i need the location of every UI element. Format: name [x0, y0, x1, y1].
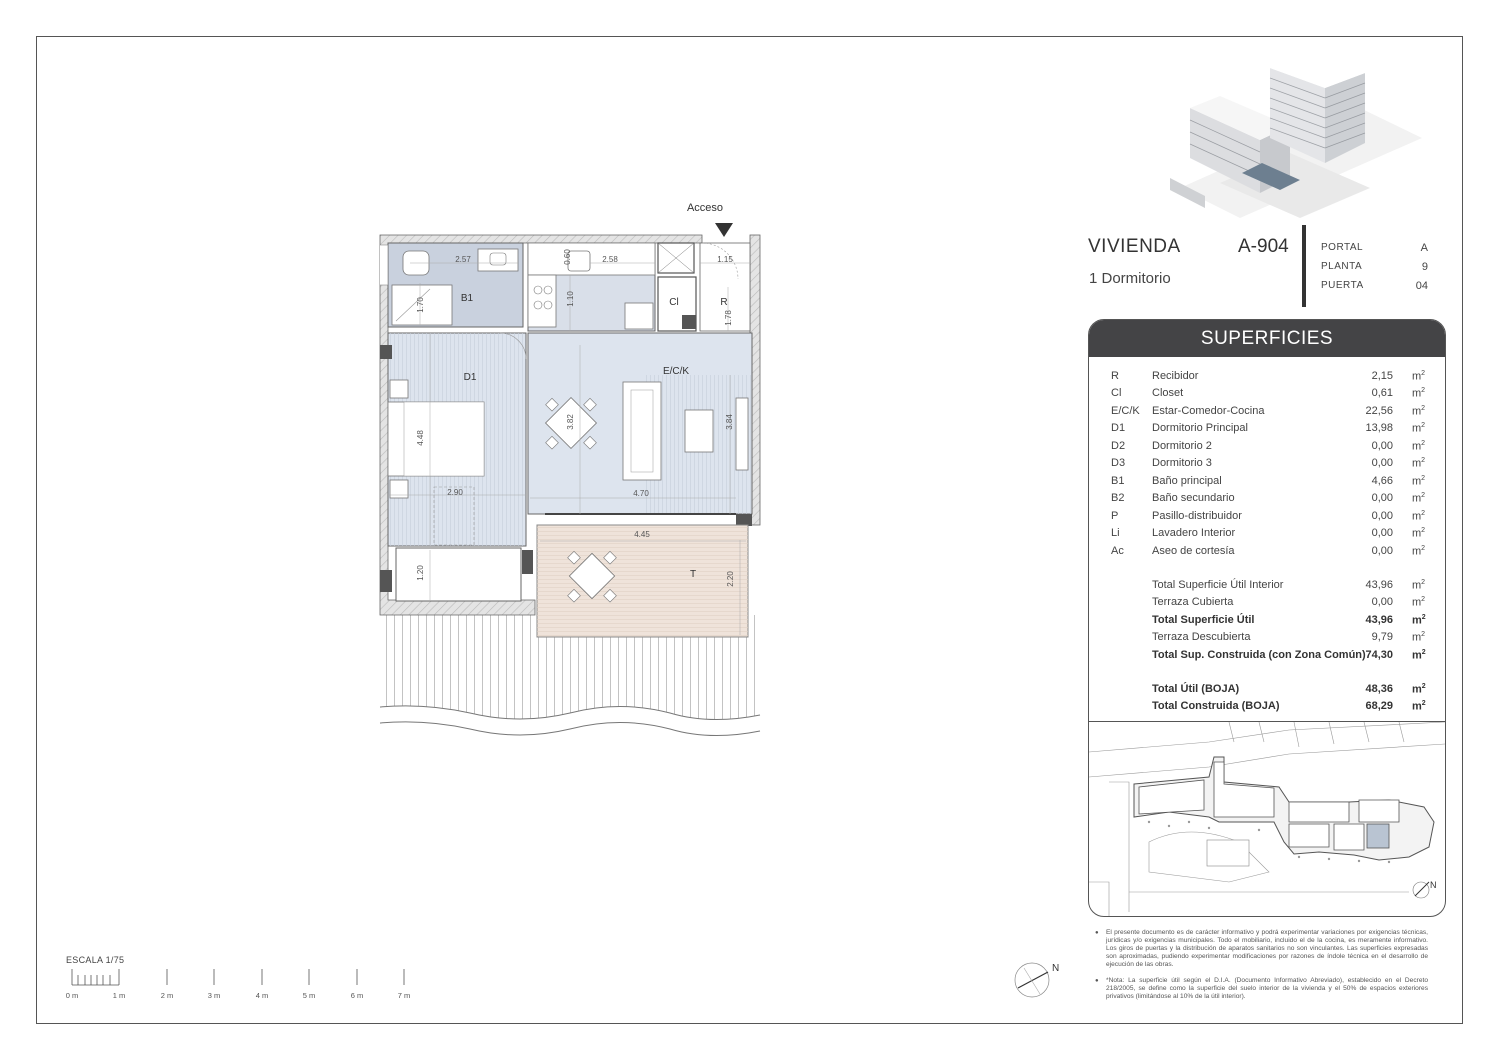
surface-name: Recibidor: [1152, 370, 1199, 382]
surface-name: Total Útil (BOJA): [1152, 683, 1240, 695]
surface-code: B1: [1111, 474, 1125, 487]
surface-unit: $m^2$: [1412, 404, 1426, 418]
surface-value: 22,56: [1365, 404, 1393, 417]
surface-value: 68,29: [1365, 700, 1393, 712]
surface-unit: $m^2$: [1412, 422, 1426, 435]
surface-row: [1089, 475, 1445, 492]
nightstand-1: [390, 380, 408, 398]
kitchen-counter: [528, 243, 655, 275]
surface-code: Li: [1111, 527, 1120, 540]
dwelling-title: VIVIENDA: [1088, 236, 1181, 257]
surface-name: Closet: [1152, 387, 1184, 400]
surface-unit: $m^2$: [1412, 683, 1426, 696]
surface-row: [1089, 370, 1445, 387]
surface-row: [1089, 700, 1445, 717]
surface-row: [1089, 387, 1445, 404]
terrace-table: [568, 551, 617, 602]
surface-code: R: [1111, 370, 1119, 382]
surface-row: [1089, 596, 1445, 613]
site-north-label: N: [1430, 880, 1437, 890]
surface-code: D1: [1111, 422, 1126, 435]
dim-2-20: 2.20: [726, 571, 735, 587]
room-d1-annex: [396, 548, 521, 601]
surface-name: Dormitorio 2: [1152, 439, 1212, 452]
meta-value-planta: 9: [1421, 261, 1428, 273]
surface-name: Pasillo-distribuidor: [1152, 509, 1242, 522]
header-divider: [1302, 225, 1306, 307]
compass-icon: [1008, 958, 1068, 1003]
surface-value: 0,00: [1371, 492, 1393, 505]
meta-label-planta: PLANTA: [1321, 261, 1363, 272]
surface-value: 0,61: [1371, 387, 1393, 400]
surface-row: [1089, 579, 1445, 596]
surface-name: Dormitorio Principal: [1152, 422, 1248, 435]
site-north-arrow: [1415, 882, 1429, 896]
surface-code: D3: [1111, 457, 1126, 470]
surface-row: [1089, 545, 1445, 562]
meta-label-puerta: PUERTA: [1321, 280, 1364, 291]
scale-tick-7: 7 m: [397, 991, 411, 1000]
surface-name: Total Construida (BOJA): [1152, 700, 1280, 712]
dim-r-width: 1.15: [717, 255, 733, 264]
surface-value: 43,96: [1365, 613, 1393, 626]
surface-unit: $m^2$: [1412, 387, 1426, 401]
surface-name: Total Sup. Construida (con Zona Común): [1152, 648, 1366, 661]
surface-value: 0,00: [1371, 439, 1393, 452]
surface-value: 0,00: [1371, 457, 1393, 470]
meta-value-portal: A: [1420, 242, 1428, 254]
scale-tick-0: 0 m: [65, 991, 79, 1000]
surface-row: [1089, 649, 1445, 666]
surface-row: [1089, 457, 1445, 474]
surface-code: Cl: [1111, 387, 1122, 400]
surface-name: Baño secundario: [1152, 492, 1235, 505]
room-label-d1: D1: [463, 372, 477, 383]
dim-0-60: 0.60: [563, 249, 572, 265]
scale-tick-4: 4 m: [255, 991, 269, 1000]
surface-row: [1089, 614, 1445, 631]
surface-value: 74,30: [1365, 648, 1393, 661]
scale-tick-5: 5 m: [302, 991, 316, 1000]
surface-unit: $m^2$: [1412, 613, 1426, 627]
note-disclaimer: ● El presente documento es de carácter informativo y podrá experimentar variaciones por exigencias técnicas, jurídicas y/o exigencias municipales. Todo el mobiliario, incluido el de la cocina, es meramente informativo. Los giros de puertas y la distribución de aparatos sanitarios no son vinculantes. Las superficies expresadas son aproximadas, pudiendo experimentar modificaciones por razones de índole técnica en el desarrollo de ejecución de las obras.: [1106, 929, 1428, 969]
surface-name: Estar-Comedor-Cocina: [1152, 404, 1265, 417]
dim-b1-width: 2.57: [455, 255, 471, 264]
surface-value: 4,66: [1371, 474, 1393, 487]
fridge: [625, 303, 653, 329]
surface-unit: $m^2$: [1412, 527, 1426, 540]
surface-unit: $m^2$: [1412, 474, 1426, 488]
surface-name: Lavadero Interior: [1152, 527, 1236, 540]
surface-name: Terraza Cubierta: [1152, 596, 1234, 609]
surface-value: 0,00: [1371, 544, 1393, 557]
surface-row: [1089, 422, 1445, 439]
surface-unit: $m^2$: [1412, 579, 1426, 592]
access-label: Acceso: [686, 202, 724, 214]
room-label-cl: Cl: [669, 297, 679, 308]
surface-unit: $m^2$: [1412, 631, 1426, 644]
coffee-table: [685, 410, 713, 452]
room-label-eck: E/C/K: [662, 366, 690, 377]
surface-code: E/C/K: [1111, 404, 1140, 417]
surface-name: Dormitorio 3: [1152, 457, 1212, 470]
building-render: [1160, 48, 1422, 218]
scale-title: ESCALA 1/75: [66, 955, 125, 965]
surfaces-title: SUPERFICIES: [1089, 320, 1445, 357]
floor-plan: [370, 195, 770, 745]
site-plan: [1089, 722, 1445, 917]
compass-north-label: N: [1052, 963, 1060, 974]
surface-row: [1089, 510, 1445, 527]
surface-unit: $m^2$: [1412, 596, 1426, 610]
dim-1-78: 1.78: [724, 310, 733, 326]
surface-name: Total Superficie Útil: [1152, 613, 1255, 626]
dim-1-10: 1.10: [566, 291, 575, 307]
surfaces-panel: [1088, 319, 1446, 917]
dwelling-subtitle: 1 Dormitorio: [1089, 270, 1171, 287]
dim-4-70: 4.70: [633, 489, 649, 498]
surface-value: 48,36: [1365, 683, 1393, 695]
surface-name: Baño principal: [1152, 474, 1222, 487]
note-surface-definition: ● *Nota: La superficie útil según el D.I.A. (Documento Informativo Abreviado), establecido en el Decreto 218/2005, se define como la superficie del suelo interior de la vivienda y el 50% de espacios exteriores privativos (limitándose al 10% de la útil interior).: [1106, 977, 1428, 1001]
surface-name: Total Superficie Útil Interior: [1152, 579, 1284, 591]
scale-tick-6: 6 m: [350, 991, 364, 1000]
dwelling-code: A-904: [1238, 236, 1289, 257]
surface-value: 0,00: [1371, 527, 1393, 540]
surface-unit: $m^2$: [1412, 700, 1426, 713]
access-arrow-icon: [715, 223, 733, 237]
surface-name: Terraza Descubierta: [1152, 631, 1251, 644]
surface-value: 13,98: [1365, 422, 1393, 435]
meta-label-portal: PORTAL: [1321, 242, 1364, 253]
surface-code: Ac: [1111, 544, 1124, 557]
surface-value: 0,00: [1371, 509, 1393, 522]
surface-unit: $m^2$: [1412, 457, 1426, 470]
surface-unit: $m^2$: [1412, 509, 1426, 523]
room-label-b1: B1: [460, 293, 474, 304]
meta-value-puerta: 04: [1415, 280, 1428, 292]
surface-unit: $m^2$: [1412, 370, 1426, 383]
surface-value: 0,00: [1371, 596, 1393, 609]
surface-unit: $m^2$: [1412, 492, 1426, 505]
dim-1-70: 1.70: [416, 297, 425, 313]
room-label-r: R: [720, 297, 728, 308]
surface-value: 43,96: [1365, 579, 1393, 591]
surface-name: Aseo de cortesía: [1152, 544, 1235, 557]
kitchen-counter-left: [528, 275, 556, 327]
dim-4-45: 4.45: [634, 530, 650, 539]
surface-unit: $m^2$: [1412, 648, 1426, 662]
surface-row: [1089, 631, 1445, 648]
room-label-t: T: [689, 569, 697, 580]
surface-value: 9,79: [1371, 631, 1393, 644]
surface-unit: $m^2$: [1412, 544, 1426, 558]
surface-row: [1089, 527, 1445, 544]
surface-row: [1089, 683, 1445, 700]
surface-row: [1089, 405, 1445, 422]
scale-tick-3: 3 m: [207, 991, 221, 1000]
surface-code: D2: [1111, 439, 1126, 452]
tv-unit: [736, 398, 748, 470]
scale-bar: [60, 965, 420, 1005]
notes: [1095, 929, 1428, 1009]
surface-code: P: [1111, 509, 1119, 522]
nightstand-2: [390, 480, 408, 498]
dim-4-48: 4.48: [416, 430, 425, 446]
dim-1-20: 1.20: [416, 565, 425, 581]
surface-unit: $m^2$: [1412, 439, 1426, 453]
surface-code: B2: [1111, 492, 1125, 505]
surface-row: [1089, 440, 1445, 457]
scale-tick-2: 2 m: [160, 991, 174, 1000]
dim-2-90: 2.90: [447, 488, 463, 497]
scale-tick-1: 1 m: [112, 991, 126, 1000]
surface-row: [1089, 492, 1445, 509]
surface-value: 2,15: [1371, 370, 1393, 382]
dim-3-82: 3.82: [566, 414, 575, 430]
dim-kitchen-width: 2.58: [602, 255, 618, 264]
dim-3-84: 3.84: [725, 414, 734, 430]
